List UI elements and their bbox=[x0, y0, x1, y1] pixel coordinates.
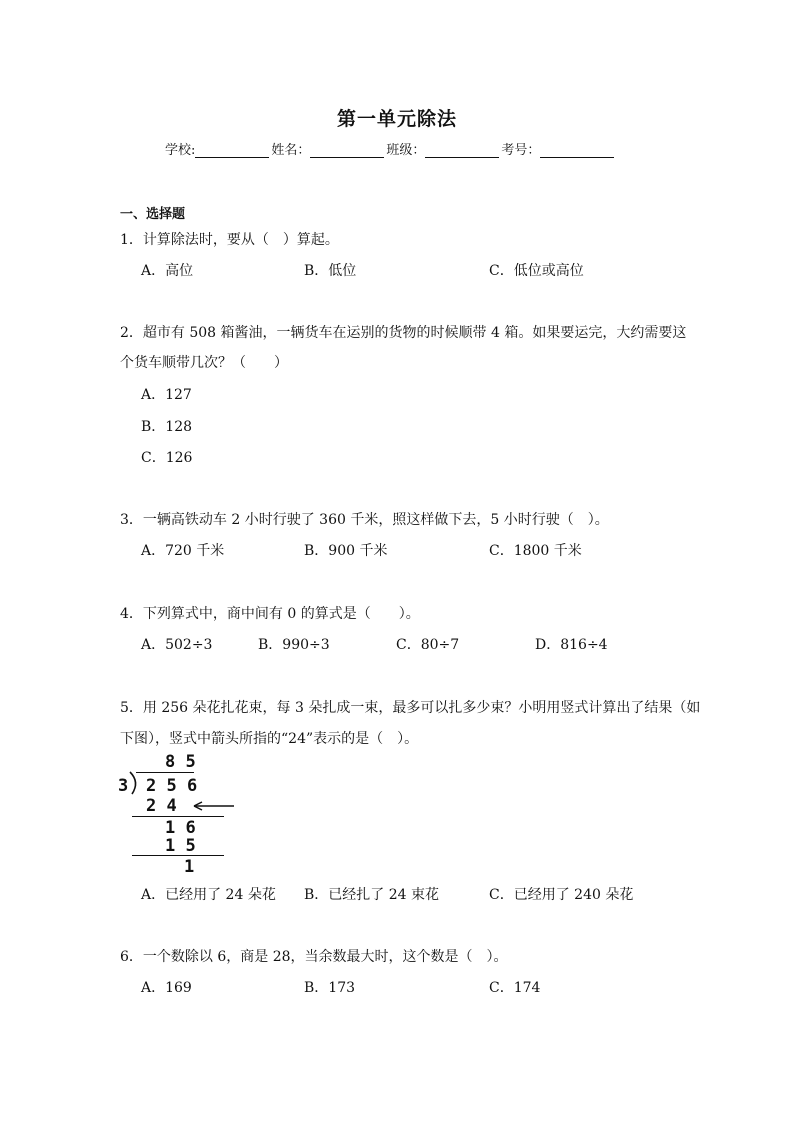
exam-number-blank bbox=[540, 143, 614, 158]
question-1: 1．计算除法时，要从（ ）算起。 bbox=[120, 232, 339, 248]
q4-option-b: B．990÷3 bbox=[258, 637, 330, 653]
division-quotient: 8 5 bbox=[165, 752, 196, 772]
q6-option-b: B．173 bbox=[304, 980, 356, 996]
question-2-line-2: 个货车顺带几次？（ ） bbox=[120, 355, 288, 371]
question-2-line-1: 2．超市有 508 箱酱油，一辆货车在运别的货物的时候顺带 4 箱。如果要运完，大约需要这 bbox=[120, 325, 687, 341]
division-step-1: 2 4 bbox=[146, 796, 177, 816]
q6-option-c: C．174 bbox=[489, 980, 541, 996]
student-info-row bbox=[165, 139, 616, 158]
q2-option-b: B．128 bbox=[141, 419, 193, 435]
long-division-figure bbox=[118, 752, 248, 882]
question-4: 4．下列算式中，商中间有 0 的算式是（ ）。 bbox=[120, 606, 420, 622]
q6-option-a: A．169 bbox=[141, 980, 192, 996]
division-remainder: 1 bbox=[184, 857, 195, 877]
class-blank bbox=[425, 143, 499, 158]
division-bracket bbox=[128, 770, 142, 796]
division-line-1 bbox=[132, 816, 224, 817]
question-5-line-2: 下图），竖式中箭头所指的“24”表示的是（ ）。 bbox=[120, 731, 419, 747]
name-label: 姓名： bbox=[271, 143, 311, 158]
q3-option-b: B．900 千米 bbox=[304, 543, 388, 559]
q1-option-c: C．低位或高位 bbox=[489, 263, 584, 279]
division-step-2: 1 6 bbox=[165, 818, 196, 838]
q5-option-a: A．已经用了 24 朵花 bbox=[141, 887, 276, 903]
division-step-3: 1 5 bbox=[165, 836, 196, 856]
division-dividend: 2 5 6 bbox=[146, 776, 198, 796]
question-5-line-1: 5．用 256 朵花扎花束，每 3 朵扎成一束，最多可以扎多少束？小明用竖式计算出了结果（如 bbox=[120, 700, 701, 716]
q5-option-c: C．已经用了 240 朵花 bbox=[489, 887, 634, 903]
q1-option-a: A．高位 bbox=[141, 263, 194, 279]
q3-option-a: A．720 千米 bbox=[141, 543, 225, 559]
question-6: 6．一个数除以 6，商是 28，当余数最大时，这个数是（ ）。 bbox=[120, 949, 508, 965]
division-bar bbox=[136, 772, 194, 773]
name-blank bbox=[310, 143, 384, 158]
division-line-2 bbox=[132, 855, 224, 856]
class-label: 班级： bbox=[386, 143, 426, 158]
page-title: 第一单元除法 bbox=[336, 108, 457, 130]
q4-option-a: A．502÷3 bbox=[141, 637, 213, 653]
exam-number-label: 考号： bbox=[501, 143, 541, 158]
q4-option-c: C．80÷7 bbox=[396, 637, 460, 653]
school-label: 学校: bbox=[165, 143, 196, 158]
q3-option-c: C．1800 千米 bbox=[489, 543, 582, 559]
q4-option-d: D．816÷4 bbox=[535, 637, 608, 653]
school-blank bbox=[195, 143, 269, 158]
question-3: 3．一辆高铁动车 2 小时行驶了 360 千米，照这样做下去，5 小时行驶（ ）。 bbox=[120, 512, 609, 528]
section-heading: 一、选择题 bbox=[120, 207, 186, 222]
q5-option-b: B．已经扎了 24 束花 bbox=[304, 887, 440, 903]
division-divisor: 3 bbox=[118, 776, 129, 796]
q1-option-b: B．低位 bbox=[304, 263, 357, 279]
q2-option-a: A．127 bbox=[141, 387, 192, 403]
q2-option-c: C．126 bbox=[141, 450, 193, 466]
arrow-left-icon bbox=[190, 800, 236, 812]
